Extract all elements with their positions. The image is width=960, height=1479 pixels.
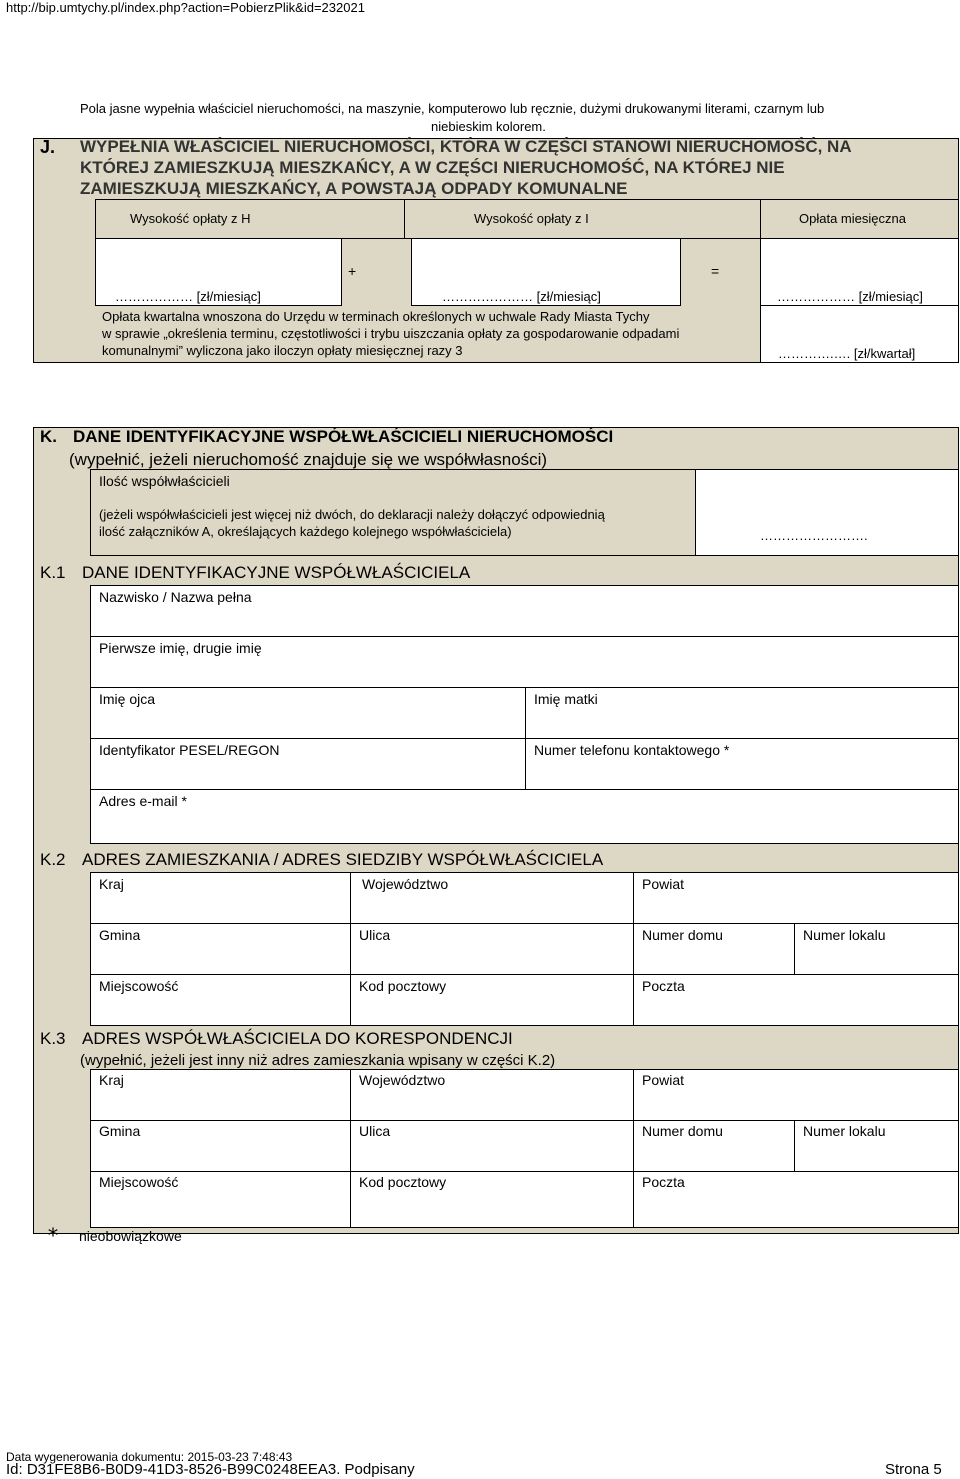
section-k3-subtitle: (wypełnić, jeżeli jest inny niż adres zamieszkania wpisany w części K.2) xyxy=(80,1052,556,1069)
col-monthly-label: Opłata miesięczna xyxy=(799,211,906,226)
k2-county-label: Powiat xyxy=(642,876,685,892)
k2-street-label: Ulica xyxy=(359,927,391,943)
k2-voivodeship-label: Województwo xyxy=(362,876,449,892)
surname-label: Nazwisko / Nazwa pełna xyxy=(99,589,252,605)
k3-street-field[interactable] xyxy=(350,1120,634,1172)
k2-house-no-label: Numer domu xyxy=(642,927,723,943)
k2-postcode-label: Kod pocztowy xyxy=(359,978,447,994)
plus-sign: + xyxy=(348,263,357,279)
k2-street-field[interactable] xyxy=(350,923,634,975)
header-url: http://bip.umtychy.pl/index.php?action=PobierzPlik&id=232021 xyxy=(6,0,365,15)
section-k2-title: ADRES ZAMIESZKANIA / ADRES SIEDZIBY WSPÓŁWŁAŚCICIELA xyxy=(82,850,604,869)
k2-city-label: Miejscowość xyxy=(99,978,179,994)
fee-i-value: ………………… [zł/miesiąc] xyxy=(442,289,601,304)
k3-flat-no-label: Numer lokalu xyxy=(803,1123,886,1139)
phone-label: Numer telefonu kontaktowego * xyxy=(534,742,730,758)
section-k2-number: K.2 xyxy=(40,850,66,869)
email-label: Adres e-mail * xyxy=(99,793,187,809)
k3-county-label: Powiat xyxy=(642,1072,685,1088)
footnote-text: nieobowiązkowe xyxy=(79,1228,182,1244)
k3-post-label: Poczta xyxy=(642,1174,685,1190)
section-j-title-3: ZAMIESZKUJĄ MIESZKAŃCY, A POWSTAJĄ ODPADY KOMUNALNE xyxy=(80,179,628,198)
section-k-letter: K. xyxy=(40,427,57,446)
quarterly-text-1: Opłata kwartalna wnoszona do Urzędu w terminach określonych w uchwale Rady Miasta Tychy xyxy=(102,309,650,324)
footer-id: Id: D31FE8B6-B0D9-41D3-8526-B99C0248EEA3. Podpisany xyxy=(6,1461,415,1478)
k3-postcode-label: Kod pocztowy xyxy=(359,1174,447,1190)
pesel-label: Identyfikator PESEL/REGON xyxy=(99,742,280,758)
coowner-count-note-1: (jeżeli współwłaścicieli jest więcej niż dwóch, do deklaracji należy dołączyć odpowiednią xyxy=(99,507,605,522)
section-j-title-1: WYPEŁNIA WŁAŚCICIEL NIERUCHOMOŚCI, KTÓRA W CZĘŚCI STANOWI NIERUCHOMOŚĆ, NA xyxy=(80,137,852,156)
footer-page: Strona 5 xyxy=(885,1461,942,1478)
instruction-line-2: niebieskim kolorem. xyxy=(431,119,546,134)
fee-quarterly-value: ………….…. [zł/kwartał] xyxy=(778,346,916,361)
coowner-count-note-2: ilość załączników A, określających każdego kolejnego współwłaściciela) xyxy=(99,524,512,539)
k3-city-label: Miejscowość xyxy=(99,1174,179,1190)
section-k-title: DANE IDENTYFIKACYJNE WSPÓŁWŁAŚCICIELI NIERUCHOMOŚCI xyxy=(73,427,614,446)
section-k3-number: K.3 xyxy=(40,1029,66,1048)
k3-house-no-label: Numer domu xyxy=(642,1123,723,1139)
col-h-label: Wysokość opłaty z H xyxy=(130,211,251,226)
k3-voivodeship-label: Województwo xyxy=(359,1072,446,1088)
footnote-mark: * xyxy=(48,1223,58,1247)
father-name-label: Imię ojca xyxy=(99,691,156,707)
section-k3-title: ADRES WSPÓŁWŁAŚCICIELA DO KORESPONDENCJI xyxy=(82,1029,513,1048)
footer-generated: Data wygenerowania dokumentu: 2015-03-23 7:48:43 xyxy=(6,1450,293,1464)
section-j-title-2: KTÓREJ ZAMIESZKUJĄ MIESZKAŃCY, A W CZĘŚCI NIERUCHOMOŚĆ, NA KTÓREJ NIE xyxy=(80,158,785,177)
k3-country-field[interactable] xyxy=(90,1069,351,1121)
col-i-label: Wysokość opłaty z I xyxy=(474,211,589,226)
k2-country-field[interactable] xyxy=(90,872,351,924)
section-k-subtitle: (wypełnić, jeżeli nieruchomość znajduje się we współwłasności) xyxy=(69,450,548,469)
first-names-label: Pierwsze imię, drugie imię xyxy=(99,640,262,656)
mother-name-label: Imię matki xyxy=(534,691,598,707)
instruction-line-1: Pola jasne wypełnia właściciel nieruchomości, na maszynie, komputerowo lub ręcznie, dużymi drukowanymi literami, czarnym lub xyxy=(80,101,825,116)
k2-flat-no-label: Numer lokalu xyxy=(803,927,886,943)
k2-country-label: Kraj xyxy=(99,876,124,892)
coowner-count-label: Ilość współwłaścicieli xyxy=(99,473,230,489)
equals-sign: = xyxy=(711,263,720,279)
quarterly-text-2: w sprawie „określenia terminu, częstotliwości i trybu uiszczania opłaty za gospodarowanie odpadami xyxy=(102,326,680,341)
k3-street-label: Ulica xyxy=(359,1123,391,1139)
section-k1-title: DANE IDENTYFIKACYJNE WSPÓŁWŁAŚCICIELA xyxy=(82,563,471,582)
section-j-letter: J. xyxy=(40,137,56,157)
coowner-count-value: ……………………. xyxy=(760,528,868,543)
quarterly-text-3: komunalnymi” wyliczona jako iloczyn opłaty miesięcznej razy 3 xyxy=(102,343,463,358)
fee-h-value: ……………… [zł/miesiąc] xyxy=(115,289,261,304)
k2-commune-label: Gmina xyxy=(99,927,141,943)
k3-country-label: Kraj xyxy=(99,1072,124,1088)
fee-monthly-value: ……………… [zł/miesiąc] xyxy=(777,289,923,304)
k3-commune-label: Gmina xyxy=(99,1123,141,1139)
section-k1-number: K.1 xyxy=(40,563,66,582)
father-name-field[interactable] xyxy=(90,687,526,739)
email-field[interactable] xyxy=(90,789,959,844)
k2-post-label: Poczta xyxy=(642,978,685,994)
